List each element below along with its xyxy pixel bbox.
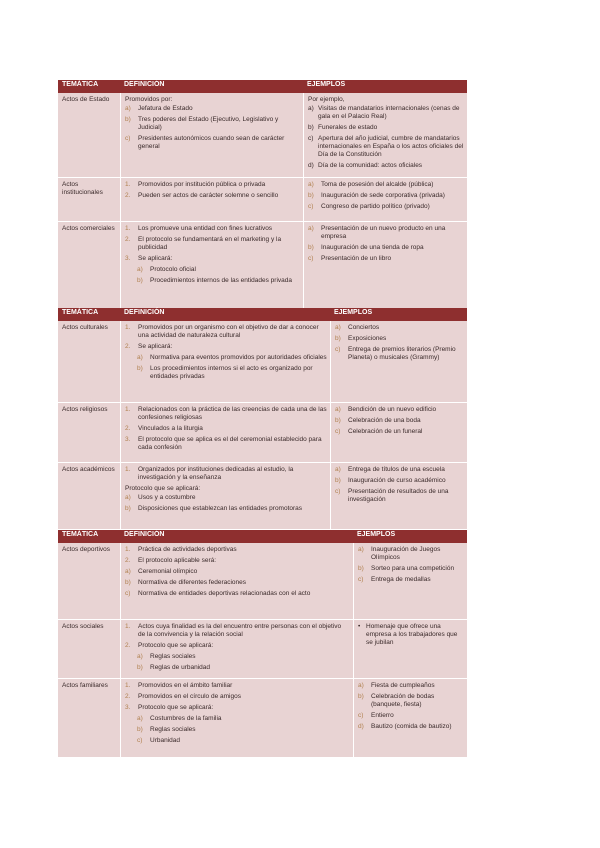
list-item-text: Los procedimientos internos si el acto es organizado por entidades privadas: [150, 365, 313, 380]
list-item: [125, 255, 300, 263]
cell-definicion: [120, 543, 354, 619]
list-item-text: Visitas de mandatarios internacionales (cenas de gala en el Palacio Real): [318, 105, 460, 120]
list-item-text: Promovidos en el ámbito familiar: [138, 682, 233, 689]
list-marker: b): [358, 565, 364, 572]
list-marker: 3.: [125, 436, 131, 443]
list-marker: d): [358, 723, 364, 730]
cell-tematica: Actos familiares: [62, 682, 108, 689]
list-item: [335, 346, 464, 362]
list-item: [125, 642, 350, 650]
ej-list: [358, 682, 464, 731]
list-item: [358, 712, 464, 720]
list-item-text: Celebración de bodas (banquete, fiesta): [371, 693, 435, 708]
list-marker: a): [335, 406, 341, 413]
cell-definicion: Promovidos por: a) Jefatura de Estado b) Tres poderes del Estado (Ejecutivo, Legislativo y Judicial) c) Presidentes autonómicos cuando sean de carácter general: [120, 93, 304, 177]
list-marker: b): [137, 726, 143, 733]
header-ejemplos: EJEMPLOS: [357, 531, 396, 538]
list-item: [358, 682, 464, 690]
list-marker: 1.: [125, 682, 131, 689]
list-item: [125, 425, 327, 433]
def-list: [125, 546, 350, 598]
list-item-text: Bautizo (comida de bautizo): [371, 723, 452, 730]
list-item: [358, 576, 464, 584]
list-item-text: Presidentes autonómicos cuando sean de carácter general: [138, 135, 285, 150]
row-actos-deportivos: [58, 543, 467, 620]
list-item-text: Funerales de estado: [318, 124, 378, 131]
list-marker: b): [308, 124, 314, 131]
list-item: [125, 135, 300, 151]
list-item: [308, 162, 464, 170]
cell-tematica: Actos institucionales: [62, 181, 103, 196]
def-list: [125, 324, 327, 351]
list-marker: 2.: [125, 343, 131, 350]
list-marker: 2.: [125, 192, 131, 199]
ej-list: [335, 466, 464, 504]
list-item: [137, 715, 350, 723]
list-item: [137, 266, 300, 274]
header-tematica: TEMÁTICA: [62, 531, 99, 538]
list-item-text: Protocolo que se aplicará:: [138, 704, 214, 711]
list-item-text: Organizados por instituciones dedicadas al estudio, la investigación y la enseñanza: [138, 466, 294, 481]
list-item-text: Entierro: [371, 712, 394, 719]
list-item: [308, 181, 464, 189]
list-item-text: Fiesta de cumpleaños: [371, 682, 435, 689]
list-item-text: Presentación de un nuevo producto en una empresa: [321, 225, 446, 240]
list-item: [125, 704, 350, 712]
def-sub-list: [125, 266, 300, 285]
list-item: [125, 494, 327, 502]
list-item-text: Promovidos por un organismo con el objetivo de dar a conocer una actividad de naturaleza cultural: [138, 324, 319, 339]
cell-tematica: Actos comerciales: [62, 225, 115, 232]
list-item-text: Conciertos: [348, 324, 380, 331]
list-marker: 1.: [125, 225, 131, 232]
list-item-text: Entrega de títulos de una escuela: [348, 466, 445, 473]
list-item-text: Ceremonial olímpico: [138, 568, 198, 575]
list-item-text: Disposiciones que establezcan las entidades promotoras: [138, 505, 303, 512]
cell-ejemplos: [303, 222, 468, 309]
def-sub-list: [125, 494, 327, 513]
list-item: [125, 181, 300, 189]
list-item: [125, 406, 327, 422]
list-marker: c): [125, 590, 131, 597]
list-marker: a): [335, 324, 341, 331]
list-item-text: Pueden ser actos de carácter solemne o sencillo: [138, 192, 279, 199]
list-item: [137, 653, 350, 661]
ej-list: [358, 623, 464, 647]
cell-tematica: Actos académicos: [62, 466, 115, 473]
list-item: [125, 568, 350, 576]
list-item: [125, 343, 327, 351]
list-item-text: Protocolo oficial: [150, 266, 196, 273]
list-marker: a): [137, 653, 143, 660]
list-item: [125, 505, 327, 513]
cell-definicion: [120, 620, 354, 678]
list-item-text: Entrega de premios literarios (Premio Planeta) o musicales (Grammy): [348, 346, 456, 361]
list-item: [125, 105, 300, 113]
list-item: [358, 565, 464, 573]
list-item-text: Bendición de un nuevo edificio: [348, 406, 437, 413]
cell-ejemplos: [330, 463, 468, 529]
list-item: [125, 236, 300, 252]
header-ejemplos: EJEMPLOS: [307, 81, 346, 88]
list-marker: a): [308, 225, 314, 232]
list-item-text: Normativa de diferentes federaciones: [138, 579, 247, 586]
list-marker: a): [125, 494, 131, 501]
list-item: [335, 488, 464, 504]
list-marker: b): [358, 693, 364, 700]
list-item: [358, 723, 464, 731]
list-item-text: Reglas sociales: [150, 726, 196, 733]
def-list: [125, 181, 300, 200]
list-item-text: Reglas de urbanidad: [150, 664, 210, 671]
list-marker: a): [358, 546, 364, 553]
list-item: [335, 466, 464, 474]
cell-definicion: [120, 403, 331, 462]
row-actos-familiares: [58, 679, 467, 758]
list-marker: b): [137, 365, 143, 372]
list-marker: 2.: [125, 557, 131, 564]
list-marker: b): [125, 579, 131, 586]
list-item-text: Toma de posesión del alcalde (pública): [321, 181, 434, 188]
def-sub-list: [125, 715, 350, 745]
list-item: [335, 324, 464, 332]
list-item: [137, 354, 327, 362]
list-marker: 2.: [125, 693, 131, 700]
list-item-text: Jefatura de Estado: [138, 105, 193, 112]
cell-tematica: Actos deportivos: [62, 546, 111, 553]
list-item-text: Se aplicará:: [138, 343, 173, 350]
list-item: [335, 417, 464, 425]
list-item-text: Inauguración de curso académico: [348, 477, 446, 484]
list-item-text: Apertura del año judicial, cumbre de mandatarios internacionales en España o los actos oficiales del Día de la Constitución: [318, 135, 464, 158]
cell-tematica: Actos religiosos: [62, 406, 108, 413]
list-item: [137, 277, 300, 285]
list-item-text: Inauguración de sede corporativa (privada): [321, 192, 445, 199]
list-marker: 2.: [125, 425, 131, 432]
list-item-text: Presentación de resultados de una investigación: [348, 488, 449, 503]
list-item: [308, 225, 464, 241]
header-tematica: TEMÁTICA: [62, 309, 99, 316]
list-item: [308, 105, 464, 121]
list-item-text: Protocolo que se aplicará:: [138, 642, 214, 649]
list-item-text: Se aplicará:: [138, 255, 173, 262]
ej-list: [335, 406, 464, 436]
table-header: [58, 80, 467, 93]
list-marker: a): [308, 105, 314, 112]
row-actos-sociales: [58, 620, 467, 679]
list-marker: b): [335, 417, 341, 424]
cell-ejemplos: [330, 403, 468, 462]
list-item: [125, 324, 327, 340]
list-item-text: Práctica de actividades deportivas: [138, 546, 237, 553]
list-item: [358, 546, 464, 562]
header-ejemplos: EJEMPLOS: [334, 309, 373, 316]
list-marker: c): [335, 488, 341, 495]
list-item-text: Inauguración de una tienda de ropa: [321, 244, 424, 251]
list-item: [125, 557, 350, 565]
list-item: [308, 255, 464, 263]
list-marker: 1.: [125, 181, 131, 188]
list-marker: c): [358, 712, 364, 719]
ej-list: [308, 105, 464, 170]
list-item: [125, 623, 350, 639]
def-list: [125, 623, 350, 650]
cell-ejemplos: [353, 543, 468, 619]
list-marker: b): [137, 664, 143, 671]
list-marker: a): [125, 568, 131, 575]
list-marker: a): [137, 715, 143, 722]
list-item: [308, 192, 464, 200]
list-item: [125, 579, 350, 587]
list-marker: c): [358, 576, 364, 583]
list-item-text: Usos y a costumbre: [138, 494, 196, 501]
list-item-text: Sorteo para una competición: [371, 565, 455, 572]
row-actos-institucionales: [58, 178, 467, 222]
list-item-text: Tres poderes del Estado (Ejecutivo, Legislativo y Judicial): [138, 116, 279, 131]
table-header: [58, 530, 467, 543]
header-definicion: DEFINICIÓN: [124, 531, 165, 538]
cell-definicion: [120, 178, 304, 221]
list-marker: a): [335, 466, 341, 473]
list-item: [137, 726, 350, 734]
cell-ejemplos: Por ejemplo, a) Visitas de mandatarios internacionales (cenas de gala en el Palacio Real) b) Funerales de estado c) Apertura del año judicial, cumbre de mandatarios internacionales en España o los actos oficiales del Día de la Constitución d) Día de la comunidad: actos oficiales: [303, 93, 468, 177]
ej-list: [358, 546, 464, 584]
row-actos-academicos: [58, 463, 467, 530]
row-actos-religiosos: [58, 403, 467, 463]
list-item-text: Promovidos en el círculo de amigos: [138, 693, 241, 700]
list-item-text: Normativa de entidades deportivas relacionadas con el acto: [138, 590, 311, 597]
def-sub-list: [125, 354, 327, 381]
ej-list: [308, 225, 464, 263]
list-marker: 3.: [125, 704, 131, 711]
list-marker: a): [137, 354, 143, 361]
def-list: [125, 225, 300, 263]
list-item-text: Procedimientos internos de las entidades privada: [150, 277, 293, 284]
list-marker: 2.: [125, 642, 131, 649]
list-item: [335, 477, 464, 485]
table-header: [58, 308, 467, 321]
list-marker: 1.: [125, 406, 131, 413]
list-marker: b): [125, 116, 131, 123]
list-marker: 1.: [125, 546, 131, 553]
list-item: [125, 466, 327, 482]
list-item: [125, 192, 300, 200]
list-marker: c): [308, 203, 314, 210]
list-item: [125, 116, 300, 132]
list-item-text: Celebración de una boda: [348, 417, 421, 424]
list-item: [137, 664, 350, 672]
list-item: [125, 546, 350, 554]
list-marker: a): [125, 105, 131, 112]
cell-tematica: Actos culturales: [62, 324, 108, 331]
cell-definicion: [120, 321, 331, 402]
list-item-text: El protocolo que se aplica es el del ceremonial establecido para cada confesión: [138, 436, 322, 451]
list-item: [308, 203, 464, 211]
cell-definicion: 1. Organizados por instituciones dedicadas al estudio, la investigación y la enseñanza Protocolo que se aplicará: a) Usos y a costumbre b) Disposiciones que establezcan las entidades promotoras: [120, 463, 331, 529]
list-item-text: El protocolo se fundamentará en el marketing y la publicidad: [138, 236, 282, 251]
list-item: [308, 135, 464, 159]
list-marker: b): [335, 335, 341, 342]
list-item-text: Reglas sociales: [150, 653, 196, 660]
list-item: [125, 682, 350, 690]
list-item-text: Congreso de partido político (privado): [321, 203, 430, 210]
list-item-text: Homenaje que ofrece una empresa a los trabajadores que se jubilan: [366, 623, 458, 646]
header-tematica: TEMÁTICA: [62, 81, 99, 88]
list-item-text: Promovidos por institución pública o privada: [138, 181, 266, 188]
cell-tematica: Actos de Estado: [62, 96, 110, 103]
list-item-text: Presentación de un libro: [321, 255, 392, 262]
list-marker: b): [125, 505, 131, 512]
cell-definicion: [120, 679, 354, 757]
list-item-text: Actos cuya finalidad es la del encuentro entre personas con el objetivo de la convivencia y la relación social: [138, 623, 342, 638]
def-list: [125, 105, 300, 151]
cell-ejemplos: [353, 620, 468, 678]
cell-definicion: [120, 222, 304, 309]
list-item: [308, 124, 464, 132]
list-marker: 1.: [125, 324, 131, 331]
list-item-text: Costumbres de la familia: [150, 715, 222, 722]
list-item-text: Urbanidad: [150, 737, 180, 744]
list-marker: c): [335, 428, 341, 435]
list-item-text: Los promueve una entidad con fines lucrativos: [138, 225, 273, 232]
list-marker: 1.: [125, 623, 131, 630]
list-item-text: Relacionados con la práctica de las creencias de cada una de las confesiones religiosas: [138, 406, 327, 421]
ej-list: [335, 324, 464, 362]
row-actos-culturales: [58, 321, 467, 403]
row-actos-comerciales: [58, 222, 467, 310]
def-list: [125, 682, 350, 712]
list-item-text: Día de la comunidad: actos oficiales: [318, 162, 423, 169]
header-definicion: DEFINICIÓN: [124, 81, 165, 88]
cell-ejemplos: [353, 679, 468, 757]
list-item: [125, 693, 350, 701]
cell-tematica: Actos sociales: [62, 623, 104, 630]
list-marker: 2.: [125, 236, 131, 243]
def-list: [125, 406, 327, 452]
list-item-text: Inauguración de Juegos Olímpicos: [371, 546, 441, 561]
list-item: [358, 693, 464, 709]
list-item-text: Normativa para eventos promovidos por autoridades oficiales: [150, 354, 327, 361]
cell-ejemplos: [330, 321, 468, 402]
ej-list: [308, 181, 464, 211]
list-marker: a): [308, 181, 314, 188]
list-marker: b): [308, 244, 314, 251]
list-marker: c): [308, 255, 314, 262]
list-item: [125, 436, 327, 452]
list-item: [335, 335, 464, 343]
list-item-text: Entrega de medallas: [371, 576, 431, 583]
def-sub-list: [125, 653, 350, 672]
list-item-text: El protocolo aplicable será:: [138, 557, 217, 564]
list-item: [137, 365, 327, 381]
list-item: [335, 406, 464, 414]
def-list: [125, 466, 327, 482]
list-marker: 1.: [125, 466, 131, 473]
list-item-text: Vinculados a la liturgia: [138, 425, 203, 432]
list-marker: b): [137, 277, 143, 284]
list-marker: d): [308, 162, 314, 169]
list-item: [335, 428, 464, 436]
list-item-text: Celebración de un funeral: [348, 428, 423, 435]
list-marker: a): [358, 682, 364, 689]
list-item-text: Exposiciones: [348, 335, 387, 342]
list-marker: 3.: [125, 255, 131, 262]
list-marker: •: [358, 623, 361, 630]
list-item: [358, 623, 464, 647]
header-definicion: DEFINICIÓN: [124, 309, 165, 316]
row-actos-estado: [58, 93, 467, 178]
list-item: [125, 590, 350, 598]
list-marker: c): [308, 135, 314, 142]
list-marker: c): [125, 135, 131, 142]
list-item: [137, 737, 350, 745]
list-item: [308, 244, 464, 252]
list-marker: b): [335, 477, 341, 484]
list-marker: b): [308, 192, 314, 199]
cell-ejemplos: [303, 178, 468, 221]
list-marker: c): [137, 737, 143, 744]
list-marker: a): [137, 266, 143, 273]
list-marker: c): [335, 346, 341, 353]
list-item: [125, 225, 300, 233]
